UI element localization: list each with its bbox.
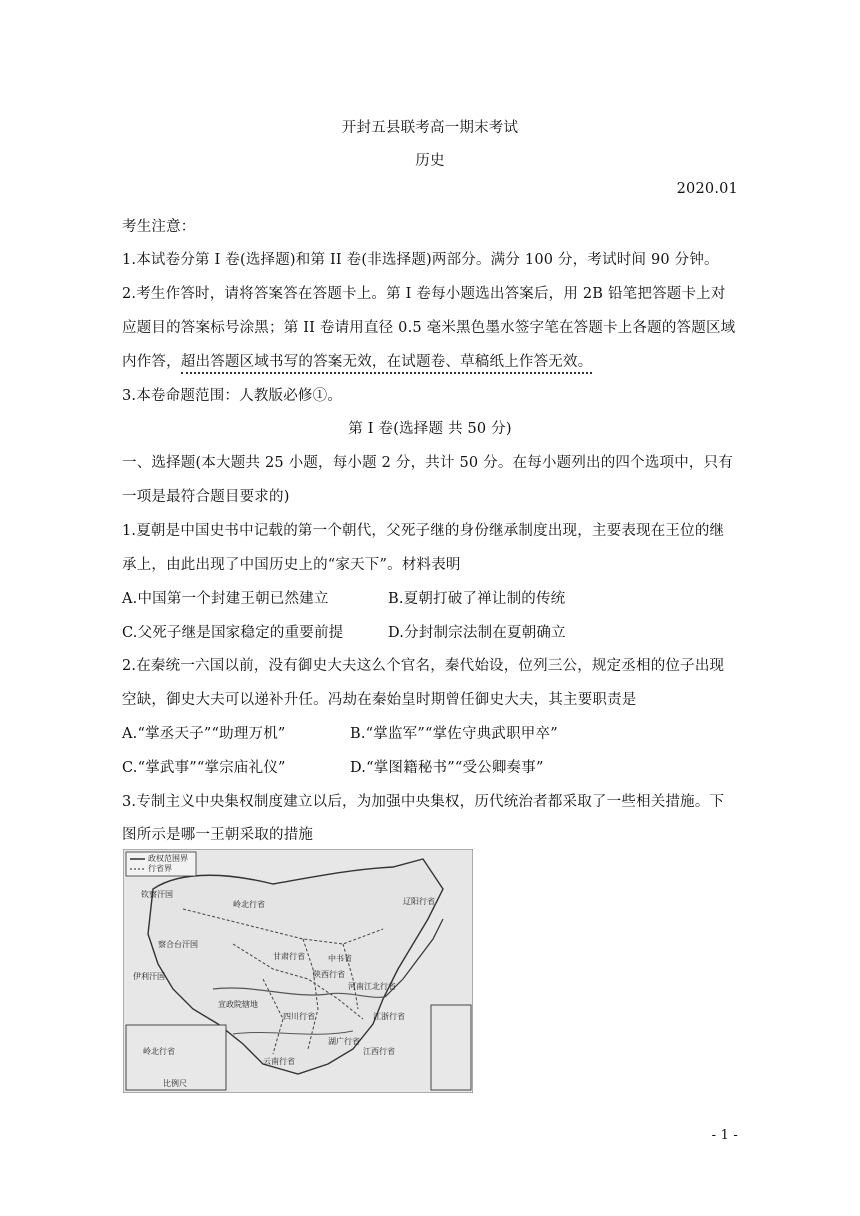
question-2-option-c: C.“掌武事”“掌宗庙礼仪” xyxy=(122,760,286,776)
notice-item-2-line-3-start: 内作答， xyxy=(122,354,181,370)
map-label-inset-lingbei: 岭北行省 xyxy=(143,1047,175,1056)
map-label-liaoyang: 辽阳行省 xyxy=(403,897,435,906)
map-inset-right xyxy=(431,1005,471,1090)
section-title: 第 I 卷(选择题 共 50 分) xyxy=(348,421,512,437)
map-label-zhongshu: 中书省 xyxy=(328,954,352,963)
exam-title: 开封五县联考高一期末考试 xyxy=(341,120,519,136)
question-1-option-b: B.夏朝打破了禅让制的传统 xyxy=(388,591,566,607)
page-number: - 1 - xyxy=(711,1128,738,1143)
notice-item-1: 1.本试卷分第 I 卷(选择题)和第 II 卷(非选择题)两部分。满分 100 分，考试时间 90 分钟。 xyxy=(122,252,719,268)
map-label-shaanxi: 陕西行省 xyxy=(313,970,345,979)
question-1-stem-line-2: 承上，由此出现了中国历史上的“家天下”。材料表明 xyxy=(122,557,461,573)
emphasis-dotted-text: 超出答题区域书写的答案无效，在试题卷、草稿纸上作答无效。 xyxy=(181,354,593,374)
map-label-jiangzhe: 江浙行省 xyxy=(373,1012,405,1021)
section-intro-line-2: 一项是最符合题目要求的) xyxy=(122,489,290,505)
map-label-qincha: 钦察汗国 xyxy=(141,890,173,899)
question-1-stem-line-1: 1.夏朝是中国史书中记载的第一个朝代，父死子继的身份继承制度出现，主要表现在王位的继 xyxy=(122,523,725,539)
map-label-ilkhanate: 伊利汗国 xyxy=(133,972,165,981)
notice-item-2-line-3 xyxy=(122,350,592,371)
map-label-huguang: 湖广行省 xyxy=(328,1037,360,1046)
notice-item-2-line-2: 应题目的答案标号涂黑；第 II 卷请用直径 0.5 毫米黑色墨水签字笔在答题卡上各题的答题区域 xyxy=(122,320,736,336)
question-2-option-d: D.“掌图籍秘书”“受公卿奏事” xyxy=(350,760,544,776)
notice-item-2-line-1: 2.考生作答时，请将答案答在答题卡上。第 I 卷每小题选出答案后，用 2B 铅笔把答题卡上对 xyxy=(122,286,726,302)
question-3-stem-line-1: 3.专制主义中央集权制度建立以后，为加强中央集权，历代统治者都采取了一些相关措施。下 xyxy=(122,794,725,810)
notice-item-3: 3.本卷命题范围：人教版必修①。 xyxy=(122,388,343,404)
yuan-dynasty-province-map xyxy=(123,849,473,1093)
question-2-option-b: B.“掌监军”“掌佐守典武职甲卒” xyxy=(350,726,558,742)
question-2-stem-line-2: 空缺，御史大夫可以递补升任。冯劫在秦始皇时期曾任御史大夫，其主要职责是 xyxy=(122,692,637,708)
map-label-lingbei: 岭北行省 xyxy=(233,900,265,909)
map-label-jiangxi: 江西行省 xyxy=(363,1047,395,1056)
map-label-gansu: 甘肃行省 xyxy=(273,952,305,961)
question-2-option-a: A.“掌丞天子”“助理万机” xyxy=(122,726,286,742)
map-label-xuanzheng: 宣政院辖地 xyxy=(218,1000,258,1009)
section-intro-line-1: 一、选择题(本大题共 25 小题，每小题 2 分，共计 50 分。在每小题列出的四个选项中，只有 xyxy=(122,455,734,471)
question-3-stem-line-2: 图所示是哪一王朝采取的措施 xyxy=(122,827,314,843)
map-label-yunnan: 云南行省 xyxy=(263,1057,295,1066)
map-legend-1: 政权范围界 xyxy=(148,854,188,863)
question-1-option-a: A.中国第一个封建王朝已然建立 xyxy=(122,591,329,607)
question-2-stem-line-1: 2.在秦统一六国以前，没有御史大夫这么个官名，秦代始设，位列三公，规定丞相的位子出现 xyxy=(122,658,725,674)
subject-title: 历史 xyxy=(415,153,445,169)
map-label-sichuan: 四川行省 xyxy=(283,1012,315,1021)
map-legend-2: 行省界 xyxy=(148,864,172,873)
map-label-henan: 河南江北行省 xyxy=(348,982,396,991)
question-1-option-d: D.分封制宗法制在夏朝确立 xyxy=(388,625,566,641)
exam-date: 2020.01 xyxy=(676,181,738,197)
question-1-option-c: C.父死子继是国家稳定的重要前提 xyxy=(122,625,344,641)
notice-heading: 考生注意： xyxy=(122,219,196,235)
map-label-scale: 比例尺 xyxy=(163,1079,187,1088)
map-label-chagatai: 察合台汗国 xyxy=(158,940,198,949)
